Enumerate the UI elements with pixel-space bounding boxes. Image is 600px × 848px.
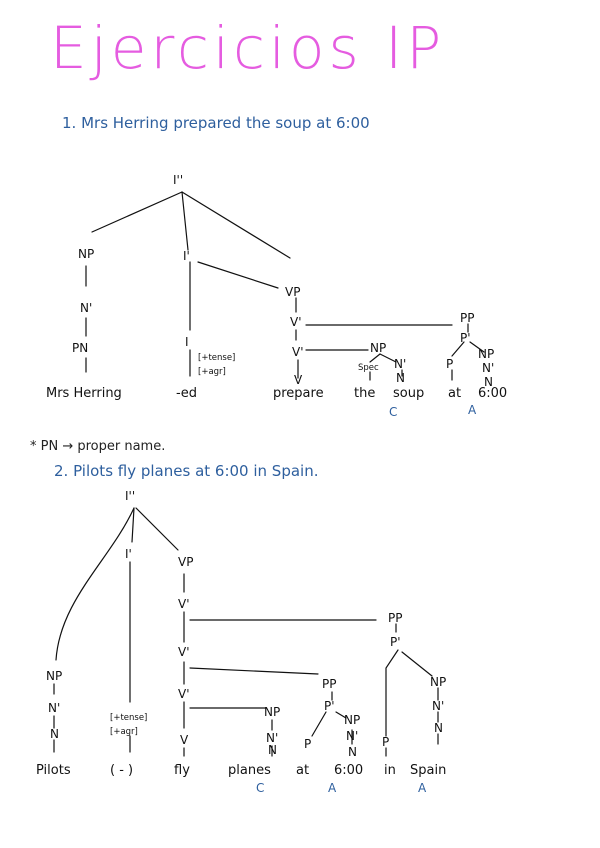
node-np-subject: NP [46,669,63,683]
node-spec: Spec [358,363,379,373]
node-p-bar-1: P' [324,699,335,713]
node-n-pp-1: N [348,745,357,759]
word-place: Spain [410,763,447,778]
node-n-bar-pp-2: N' [432,699,445,713]
node-p-1: P [304,737,312,751]
feature-tense: [+tense] [110,713,148,723]
tree-2 [36,489,446,795]
node-n-bar-subject: N' [48,701,61,715]
page-title: Ejercicios IP [50,14,446,82]
role-adjunct: A [468,403,477,417]
node-n-pp: N [484,375,493,389]
node-v-bar-1: V' [178,597,190,611]
node-n-bar: N' [80,301,93,315]
node-v-bar-3: V' [178,687,190,701]
node-v: V [180,733,189,747]
tree-2-words [36,763,446,778]
word-determiner: the [354,386,376,401]
node-i-bar: I' [183,249,190,263]
feature-agr: [+agr] [198,367,226,377]
role-adjunct-1: A [328,781,337,795]
role-complement: C [256,781,265,795]
node-pp-1: PP [322,677,337,691]
node-pp: PP [460,311,475,325]
node-n-object: N [268,743,277,757]
word-time: 6:00 [478,386,508,401]
node-v-bar-upper: V' [290,315,302,329]
feature-tense: [+tense] [198,353,236,363]
word-verb: fly [174,763,190,778]
node-i-double-bar: I'' [173,173,184,187]
node-i-bar: I' [125,547,132,561]
word-noun: soup [393,386,425,401]
exercise-2-heading: 2. Pilots fly planes at 6:00 in Spain. [54,462,319,480]
node-v-bar-2: V' [178,645,190,659]
node-np-pp-2: NP [430,675,447,689]
node-p: P [446,357,454,371]
node-v-bar-lower: V' [292,345,304,359]
node-n-subject: N [50,727,59,741]
tree-1 [46,173,507,419]
word-inflection: ( - ) [110,763,134,778]
footnote: * PN → proper name. [30,439,166,454]
word-time: 6:00 [334,763,364,778]
word-subject: Pilots [36,763,71,778]
word-subject: Mrs Herring [46,386,122,401]
node-p-bar-2: P' [390,635,401,649]
node-n-bar-object: N' [266,731,279,745]
node-np-object: NP [264,705,281,719]
node-np-object: NP [370,341,387,355]
node-i-double-bar: I'' [125,489,136,503]
node-n-bar-object: N' [394,357,407,371]
node-np-pp-1: NP [344,713,361,727]
node-i: I [185,335,189,349]
word-preposition-1: at [296,763,310,778]
node-vp: VP [285,285,301,299]
word-preposition-2: in [384,763,396,778]
node-p-bar: P' [460,331,471,345]
role-complement: C [389,405,398,419]
node-n-bar-pp: N' [482,361,495,375]
exercise-1-heading: 1. Mrs Herring prepared the soup at 6:00 [62,114,370,132]
node-n-pp-2: N [434,721,443,735]
word-preposition: at [448,386,462,401]
role-adjunct-2: A [418,781,427,795]
node-n-object: N [396,371,405,385]
node-pp-2: PP [388,611,403,625]
word-object: planes [228,763,271,778]
node-n-bar-pp-1: N' [346,729,359,743]
node-v: V [294,373,303,387]
node-np-pp: NP [478,347,495,361]
node-pn: PN [72,341,89,355]
node-vp: VP [178,555,194,569]
tree-1-nodes [72,173,494,389]
word-inflection: -ed [176,386,197,401]
node-np: NP [78,247,95,261]
node-p-2: P [382,735,390,749]
word-verb: prepare [273,386,324,401]
feature-agr: [+agr] [110,727,138,737]
tree-1-words [46,386,507,401]
